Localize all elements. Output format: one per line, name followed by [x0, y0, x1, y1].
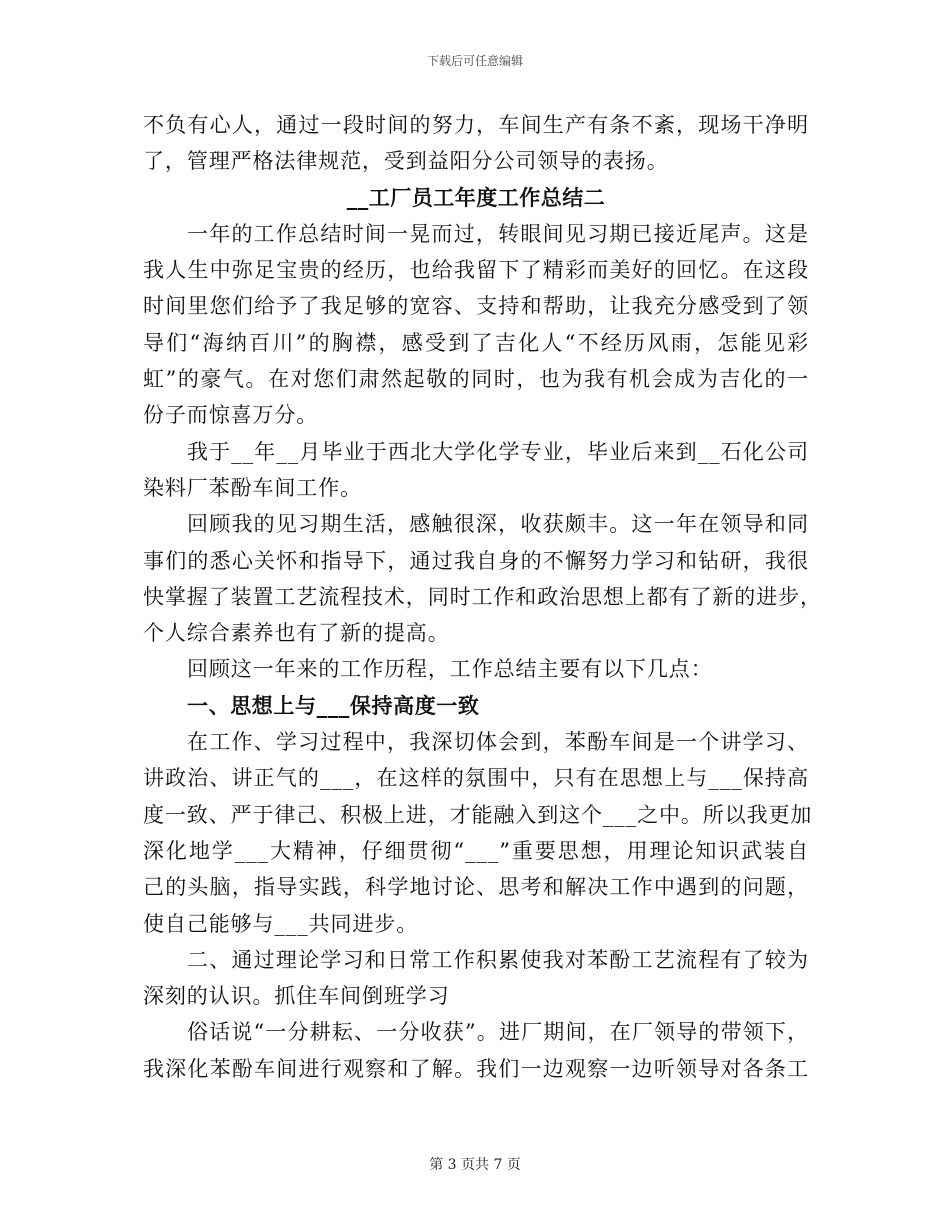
paragraph-line: 我人生中弥足宝贵的经历，也给我留下了精彩而美好的回忆。在这段 — [143, 258, 809, 283]
paragraph-line: 我深化苯酚车间进行观察和了解。我们一边观察一边听领导对各条工 — [143, 1056, 809, 1081]
section-heading: 一、思想上与___保持高度一致 — [187, 692, 480, 718]
paragraph-line: 回顾这一年来的工作历程，工作总结主要有以下几点： — [187, 657, 713, 682]
paragraph-line: 虹”的豪气。在对您们肃然起敬的同时，也为我有机会成为吉化的一 — [143, 367, 809, 392]
paragraph-line: 使自己能够与___共同进步。 — [143, 911, 419, 936]
paragraph-line: 不负有心人，通过一段时间的努力，车间生产有条不紊，现场干净明 — [143, 113, 809, 137]
paragraph-line: 我于__年__月毕业于西北大学化学专业，毕业后来到__石化公司 — [187, 439, 809, 464]
paragraph-line: 事们的悉心关怀和指导下，通过我自身的不懈努力学习和钻研，我很 — [143, 548, 809, 573]
paragraph-line: 在工作、学习过程中，我深切体会到，苯酚车间是一个讲学习、 — [187, 730, 809, 755]
paragraph-line: 个人综合素养也有了新的提高。 — [143, 621, 450, 646]
paragraph-line: 己的头脑，指导实践，科学地讨论、思考和解决工作中遇到的问题， — [143, 875, 809, 900]
paragraph-line: 深化地学___大精神，仔细贯彻“___”重要思想，用理论知识武装自 — [143, 838, 809, 863]
paragraph-line: 快掌握了装置工艺流程技术，同时工作和政治思想上都有了新的进步， — [143, 584, 822, 609]
document-body — [143, 107, 822, 1087]
paragraph-line: 染料厂苯酚车间工作。 — [143, 475, 362, 500]
paragraph-line: 俗话说“一分耕耘、一分收获”。进厂期间，在厂领导的带领下， — [187, 1020, 809, 1045]
paragraph-line: 一年的工作总结时间一晃而过，转眼间见习期已接近尾声。这是 — [187, 221, 809, 246]
page-footer: 第 3 页共 7 页 — [429, 1157, 521, 1173]
section-title: __工厂员工年度工作总结二 — [346, 184, 606, 210]
paragraph-line: 时间里您们给予了我足够的宽容、支持和帮助，让我充分感受到了领 — [143, 294, 809, 319]
paragraph-line: 导们“海纳百川”的胸襟，感受到了吉化人“不经历风雨，怎能见彩 — [143, 330, 809, 355]
paragraph-line: 深刻的认识。抓住车间倒班学习 — [143, 984, 450, 1009]
paragraph-line: 份子而惊喜万分。 — [143, 403, 319, 428]
page-header: 下载后可任意编辑 — [426, 54, 523, 68]
paragraph-line: 了，管理严格法律规范，受到益阳分公司领导的表扬。 — [143, 149, 669, 174]
paragraph-line: 二、通过理论学习和日常工作积累使我对苯酚工艺流程有了较为 — [187, 947, 809, 972]
paragraph-line: 讲政治、讲正气的___，在这样的氛围中，只有在思想上与___保持高 — [143, 766, 809, 791]
paragraph-line: 度一致、严于律己、积极上进，才能融入到这个___之中。所以我更加 — [143, 802, 813, 827]
paragraph-line: 回顾我的见习期生活，感触很深，收获颇丰。这一年在领导和同 — [187, 512, 809, 537]
